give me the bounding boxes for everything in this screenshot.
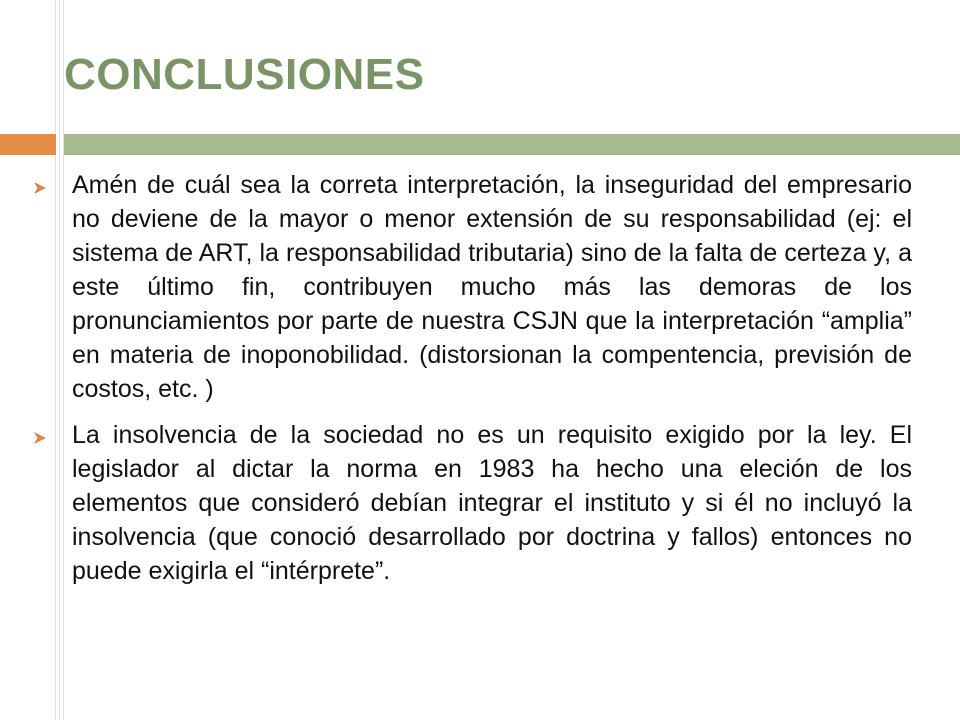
bullet-list [32, 168, 912, 600]
bullet-item [32, 418, 912, 588]
slide-title: CONCLUSIONES [64, 50, 425, 99]
bullet-text: Amén de cuál sea la correta interpretación, la inseguridad del empresario no deviene de la mayor o menor extensión de su responsabilidad (ej: el sistema de ART, la responsabilidad tributaria) sino de la falta de certeza y, a este último fin, contribuyen mucho más las demoras de los pronunciamientos por parte de nuestra CSJN que la interpretación “amplia” en materia de inoponobilidad. (distorsionan la compentencia, previsión de costos, etc. ) [72, 171, 912, 403]
title-accent-bar-orange [0, 134, 56, 155]
title-accent-bar-green [64, 134, 960, 155]
arrowhead-right-icon [34, 432, 46, 444]
bullet-text: La insolvencia de la sociedad no es un requisito exigido por la ley. El legislador al dictar la norma en 1983 ha hecho una eleción de los elementos que consideró debían integrar el instituto y si él no incluyó la insolvencia (que conoció desarrollado por doctrina y fallos) entonces no puede exigirla el “intérprete”. [72, 421, 912, 585]
bullet-item [32, 168, 912, 406]
arrowhead-right-icon [34, 182, 46, 194]
